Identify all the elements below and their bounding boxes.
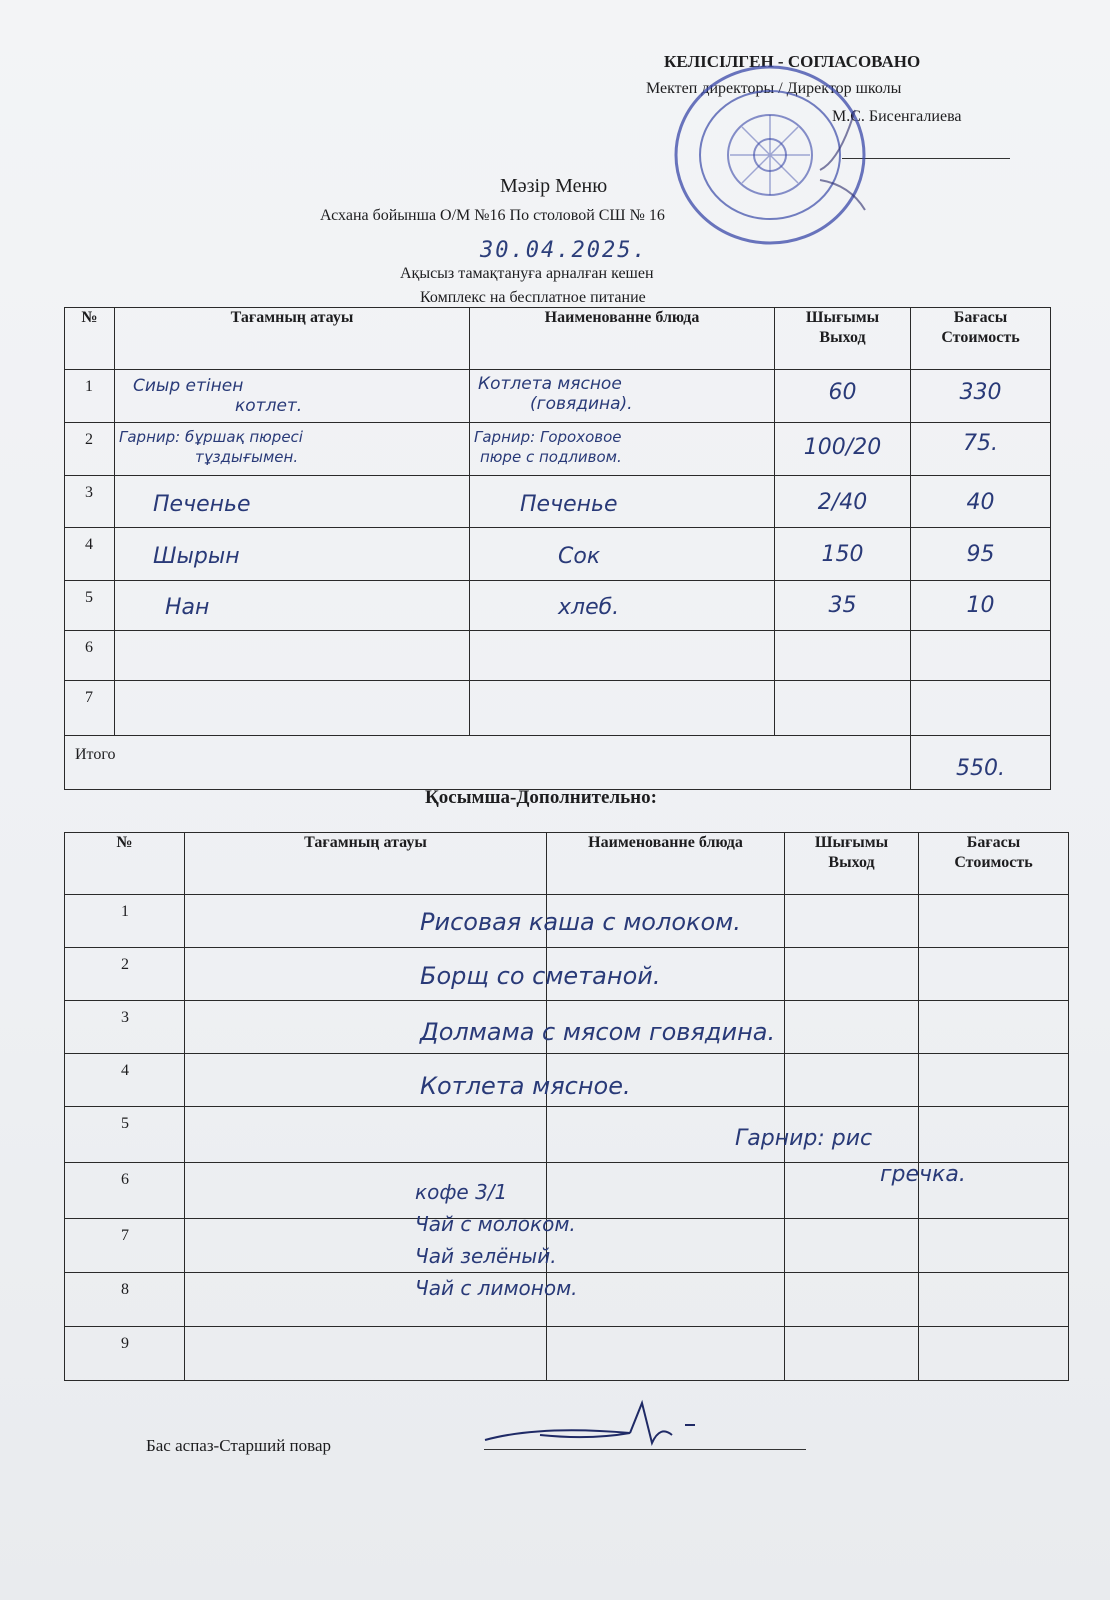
col-header-name-kk: Тағамның атауы bbox=[115, 308, 470, 370]
extra-item: Рисовая каша с молоком. bbox=[420, 908, 741, 936]
approval-name: М.С. Бисенгалиева bbox=[832, 108, 962, 125]
row-number: 1 bbox=[65, 895, 185, 948]
row-number: 3 bbox=[65, 476, 115, 528]
dish-name-kk bbox=[115, 631, 470, 681]
extra-item: Долмама с мясом говядина. bbox=[420, 1018, 776, 1046]
col-header-number: № bbox=[65, 308, 115, 370]
dish-cost: 75. bbox=[911, 423, 1051, 476]
menu-title: Мәзір Меню bbox=[500, 175, 608, 197]
head-cook-label: Бас аспаз-Старший повар bbox=[146, 1436, 331, 1455]
row-number: 2 bbox=[65, 948, 185, 1001]
col-header-cost bbox=[919, 833, 1069, 895]
col-header-yield-kk: Шығымы bbox=[805, 309, 880, 326]
additional-section-title: Қосымша-Дополнительно: bbox=[425, 787, 657, 808]
dish-cost: 40 bbox=[911, 476, 1051, 528]
table-row bbox=[65, 1107, 1069, 1163]
dish-yield bbox=[775, 631, 911, 681]
extra-item: Гарнир: рис bbox=[735, 1126, 873, 1151]
col-header-yield-ru: Выход bbox=[828, 854, 875, 871]
extra-item: Котлета мясное. bbox=[420, 1072, 631, 1100]
dish-name-kk bbox=[115, 423, 470, 476]
dish-name-kk: Печенье bbox=[115, 476, 470, 528]
approval-role: Мектеп директоры / Директор школы bbox=[646, 80, 902, 97]
free-meal-table bbox=[64, 307, 1051, 790]
dish-yield bbox=[775, 681, 911, 736]
col-header-cost-kk: Бағасы bbox=[953, 309, 1008, 326]
dish-name-kk bbox=[115, 370, 470, 423]
row-number: 4 bbox=[65, 1054, 185, 1107]
row-number: 5 bbox=[65, 1107, 185, 1163]
dish-name-ru-line2: пюре с подливом. bbox=[480, 448, 622, 466]
table-row bbox=[65, 681, 1051, 736]
row-number: 3 bbox=[65, 1001, 185, 1054]
dish-name-ru: хлеб. bbox=[470, 581, 775, 631]
dish-name-ru bbox=[470, 423, 775, 476]
extra-item: гречка. bbox=[880, 1162, 966, 1187]
col-header-yield bbox=[775, 308, 911, 370]
col-header-name-ru: Наименованне блюда bbox=[470, 308, 775, 370]
dish-cost: 95 bbox=[911, 528, 1051, 581]
dish-cost bbox=[911, 631, 1051, 681]
dish-name-ru-line1: Котлета мясное bbox=[478, 374, 622, 394]
row-number: 2 bbox=[65, 423, 115, 476]
dish-yield: 35 bbox=[775, 581, 911, 631]
complex-title-kk: Ақысыз тамақтануға арналған кешен bbox=[400, 265, 654, 282]
total-value: 550. bbox=[911, 736, 1051, 790]
col-header-cost bbox=[911, 308, 1051, 370]
row-number: 4 bbox=[65, 528, 115, 581]
col-header-number: № bbox=[65, 833, 185, 895]
table-row bbox=[65, 476, 1051, 528]
row-number: 7 bbox=[65, 681, 115, 736]
table-row bbox=[65, 1327, 1069, 1381]
col-header-cost-ru: Стоимость bbox=[954, 854, 1033, 871]
col-header-name-kk: Тағамның атауы bbox=[185, 833, 547, 895]
dish-name-kk-line2: котлет. bbox=[235, 396, 303, 416]
extra-item: Борщ со сметаной. bbox=[420, 962, 661, 990]
table-row bbox=[65, 631, 1051, 681]
dish-yield: 60 bbox=[775, 370, 911, 423]
total-row bbox=[65, 736, 1051, 790]
dish-name-ru-line2: (говядина). bbox=[530, 394, 633, 414]
extra-item: Чай с лимоном. bbox=[415, 1276, 578, 1300]
canteen-line: Асхана бойынша О/М №16 По столовой СШ № 16 bbox=[320, 207, 665, 224]
col-header-cost-kk: Бағасы bbox=[966, 834, 1021, 851]
dish-cost: 10 bbox=[911, 581, 1051, 631]
complex-title-ru: Комплекс на бесплатное питание bbox=[420, 289, 646, 306]
row-number: 8 bbox=[65, 1273, 185, 1327]
dish-name-kk: Нан bbox=[115, 581, 470, 631]
table-row bbox=[65, 528, 1051, 581]
table-row bbox=[65, 370, 1051, 423]
approval-heading: КЕЛІСІЛГЕН - СОГЛАСОВАНО bbox=[664, 52, 921, 71]
dish-name-kk-line2: тұздығымен. bbox=[195, 448, 299, 466]
dish-cost bbox=[911, 681, 1051, 736]
dish-name-ru: Печенье bbox=[470, 476, 775, 528]
extra-item: кофе 3/1 bbox=[415, 1180, 508, 1204]
dish-name-kk-line1: Гарнир: бұршақ пюресі bbox=[119, 428, 303, 446]
row-number: 7 bbox=[65, 1219, 185, 1273]
dish-name-ru: Сок bbox=[470, 528, 775, 581]
head-cook-signature bbox=[480, 1395, 700, 1460]
dish-name-kk bbox=[115, 681, 470, 736]
dish-yield: 100/20 bbox=[775, 423, 911, 476]
col-header-yield-ru: Выход bbox=[819, 329, 866, 346]
dish-name-kk-line1: Сиыр етінен bbox=[133, 376, 244, 396]
dish-name-kk: Шырын bbox=[115, 528, 470, 581]
col-header-cost-ru: Стоимость bbox=[941, 329, 1020, 346]
extra-item: Чай с молоком. bbox=[415, 1212, 576, 1236]
dish-yield: 2/40 bbox=[775, 476, 911, 528]
row-number: 6 bbox=[65, 1163, 185, 1219]
dish-name-ru bbox=[470, 681, 775, 736]
row-number: 5 bbox=[65, 581, 115, 631]
col-header-name-ru: Наименованне блюда bbox=[547, 833, 785, 895]
table-row bbox=[65, 423, 1051, 476]
row-number: 1 bbox=[65, 370, 115, 423]
school-seal-stamp bbox=[670, 60, 878, 250]
dish-name-ru-line1: Гарнир: Гороховое bbox=[474, 428, 622, 446]
dish-cost: 330 bbox=[911, 370, 1051, 423]
menu-date: 30.04.2025. bbox=[480, 238, 648, 263]
extra-item: Чай зелёный. bbox=[415, 1244, 557, 1268]
dish-name-ru bbox=[470, 370, 775, 423]
total-label: Итого bbox=[65, 736, 911, 790]
col-header-yield bbox=[785, 833, 919, 895]
table-row bbox=[65, 581, 1051, 631]
dish-name-ru bbox=[470, 631, 775, 681]
row-number: 9 bbox=[65, 1327, 185, 1381]
col-header-yield-kk: Шығымы bbox=[814, 834, 889, 851]
dish-yield: 150 bbox=[775, 528, 911, 581]
row-number: 6 bbox=[65, 631, 115, 681]
